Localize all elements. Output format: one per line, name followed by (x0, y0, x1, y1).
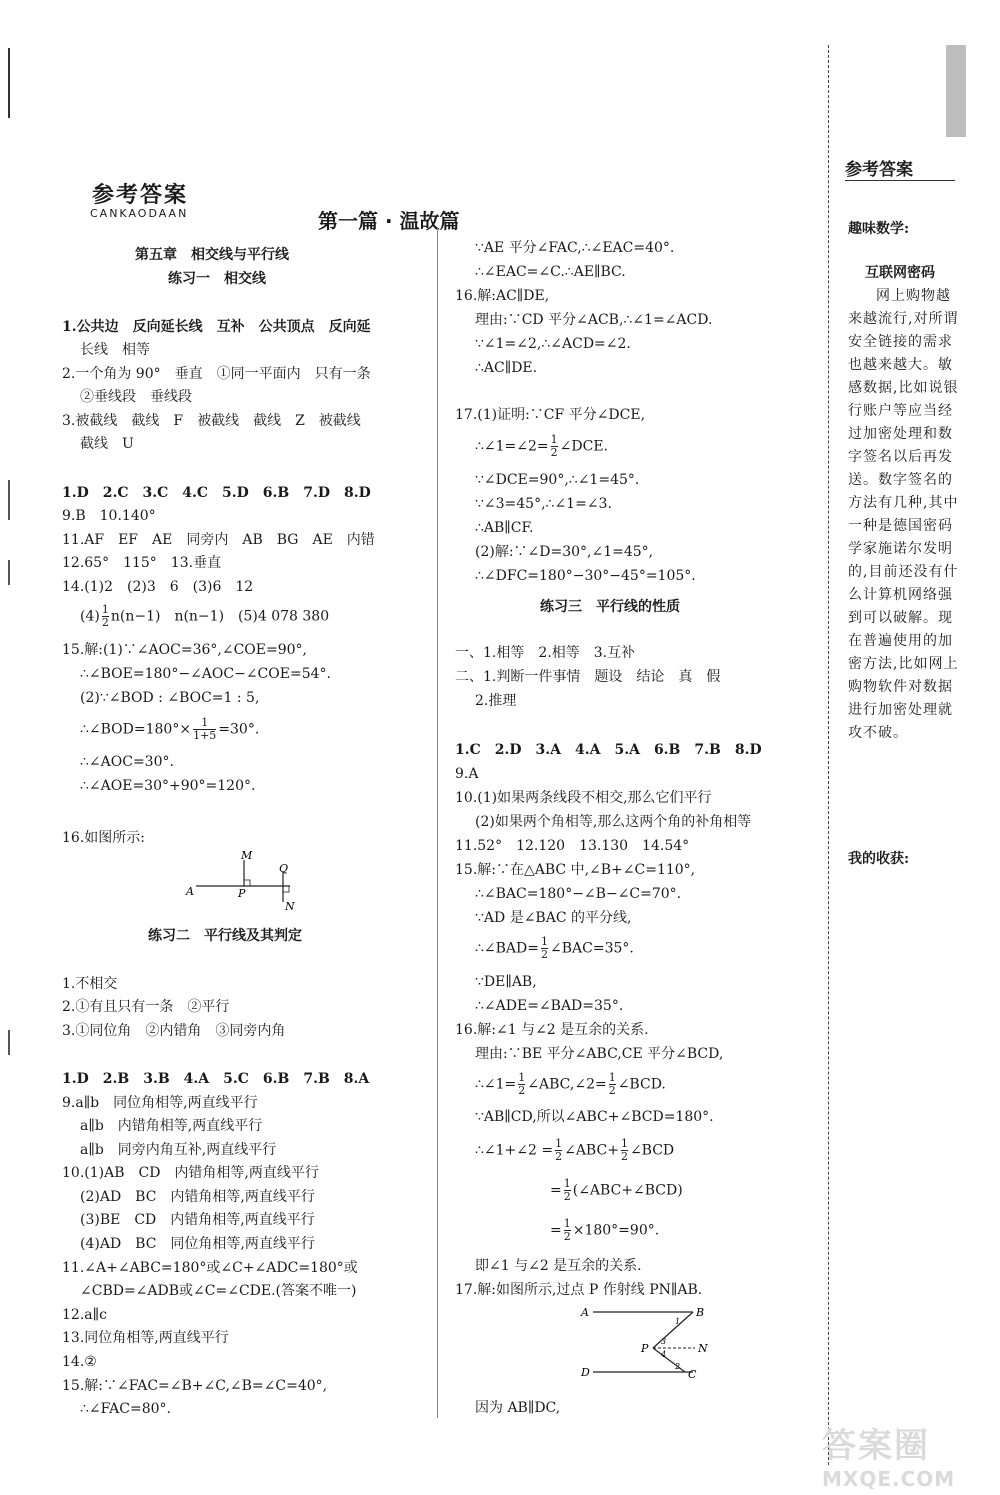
answer-line: 12.a∥c (62, 1307, 107, 1323)
sidebar-title: 参考答案 (845, 160, 913, 180)
answer-line: (3)BE CD 内错角相等,两直线平行 (80, 1212, 315, 1228)
fraction: $\frac{1}{2}$ (550, 433, 558, 459)
fig16-label-P: P (238, 887, 246, 900)
answer-line: 11.AF EF AE 同旁内 AB BG AE 内错 (62, 532, 375, 548)
answer-line: (2)∵∠BOD : ∠BOC=1 : 5, (80, 690, 260, 706)
answer-line: 10.(1)如果两条线段不相交,那么它们平行 (455, 790, 712, 806)
watermark-text: 答案圈 (822, 1426, 930, 1466)
figure-17 (575, 1300, 725, 1385)
fig17-angle-4: 4 (661, 1350, 667, 1359)
answer-line: 17.解:如图所示,过点 P 作射线 PN∥AB. (455, 1282, 703, 1298)
answer-line: 10.(1)AB CD 内错角相等,两直线平行 (62, 1165, 319, 1181)
answer-line: ∴∠ADE=∠BAD=35°. (475, 998, 624, 1014)
sidebar-divider (828, 45, 829, 1465)
fig16-label-A: A (186, 885, 194, 898)
answer-line: 9.B 10.140° (62, 508, 156, 524)
ex2-title: 练习二 平行线及其判定 (148, 928, 302, 944)
fun-math-label: 趣味数学: (848, 221, 910, 237)
answer-line: ∠CBD=∠ADB或∠C=∠CDE.(答案不唯一) (80, 1283, 357, 1299)
answer-line: 2.推理 (475, 693, 517, 709)
answer-line: ∴∠EAC=∠C.∴AE∥BC. (475, 264, 626, 280)
answer-line: (2)如果两个角相等,那么这两个角的补角相等 (475, 814, 752, 830)
answer-line: 15.解:∵∠FAC=∠B+∠C,∠B=∠C=40°, (62, 1378, 328, 1394)
fig17-angle-3: 3 (661, 1337, 667, 1346)
answer-line: 2.①有且只有一条 ②平行 (62, 999, 230, 1015)
binding-mark (8, 560, 10, 585)
article-text: 网上购物越来越流行,对所谓安全链接的需求也越来越大。敏感数据,比如说银行账户等应当经过加密处理和数字签名以后再发送。数字签名的方法有几种,其中一种是德国密码学家施诺尔发明的,目前还没有什么计算机网络强到可以破解。现在普遍使用的加密方法,比如网上购物软件对数据进行加密处理就攻不破。 (848, 288, 959, 741)
answer-line: ②垂线段 垂线段 (80, 389, 192, 405)
fig16-label-Q: Q (279, 862, 289, 875)
answer-line: 16.解:∠1 与∠2 是互余的关系. (455, 1022, 649, 1038)
answer-line: 1.公共边 反向延长线 互补 公共顶点 反向延 (62, 319, 371, 335)
logo-cn: 参考答案 (92, 183, 189, 208)
fig16-label-N: N (285, 900, 295, 913)
answer-line: ∴∠FAC=80°. (80, 1401, 171, 1417)
answer-line: ∵∠DCE=90°,∴∠1=45°. (475, 472, 640, 488)
figure-16 (180, 850, 330, 915)
answer-line: = $\frac{1}{2}$ (∠ABC+∠BCD) (550, 1177, 683, 1203)
answer-line: 因为 AB∥DC, (475, 1400, 561, 1416)
answer-line: 3.被截线 截线 F 被截线 截线 Z 被截线 (62, 413, 361, 429)
answer-line: 13.同位角相等,两直线平行 (62, 1330, 229, 1346)
fig16-label-M: M (241, 850, 253, 862)
fig17-label-D: D (581, 1366, 590, 1379)
answer-line: ∴AC∥DE. (475, 360, 538, 376)
sidebar-title-underline (845, 180, 955, 181)
watermark-url: MXQE.COM (822, 1467, 956, 1491)
answer-line: 1.不相交 (62, 976, 118, 992)
answer-line: 3.①同位角 ②内错角 ③同旁内角 (62, 1023, 286, 1039)
binding-mark (8, 1030, 10, 1055)
answer-line: = $\frac{1}{2}$ ×180°=90°. (550, 1217, 660, 1243)
answer-line: ∵DE∥AB, (475, 974, 537, 990)
fraction: $\frac{1}{2}$ (101, 603, 109, 629)
answer-line: ∴AB∥CF. (475, 520, 534, 536)
article-title: 互联网密码 (865, 265, 935, 281)
answer-line: 15.解:(1)∵∠AOC=36°,∠COE=90°, (62, 642, 307, 658)
answer-line: 9.A (455, 766, 479, 782)
answer-line: 1.D 2.C 3.C 4.C 5.D 6.B 7.D 8.D (62, 485, 371, 501)
answer-line: 12.65° 115° 13.垂直 (62, 555, 222, 571)
fig17-label-C: C (688, 1368, 697, 1381)
answer-line: 截线 U (80, 436, 134, 452)
answer-line: 17.(1)证明:∵CF 平分∠DCE, (455, 407, 646, 423)
ex3-title: 练习三 平行线的性质 (540, 599, 680, 615)
fraction: $\frac{1}{2}$ (518, 1071, 526, 1097)
fraction: $\frac{1}{2}$ (563, 1217, 571, 1243)
answer-line: ∴∠BAC=180°−∠B−∠C=70°. (475, 886, 682, 902)
answer-line: 14.(1)2 (2)3 6 (3)6 12 (62, 579, 254, 595)
column-divider (437, 228, 438, 1418)
binding-mark (8, 48, 10, 118)
answer-line: ∵AD 是∠BAC 的平分线, (475, 910, 632, 926)
answer-line: 一、1.相等 2.相等 3.互补 (455, 645, 636, 661)
answer-line: ∴∠AOE=30°+90°=120°. (80, 778, 256, 794)
answer-line: 即∠1 与∠2 是互余的关系. (475, 1258, 642, 1274)
part-title: 第一篇 · 温故篇 (318, 209, 460, 233)
answer-line: 长线 相等 (80, 342, 150, 358)
answer-line: 2.一个角为 90° 垂直 ①同一平面内 只有一条 (62, 366, 371, 382)
answer-line: ∵∠3=45°,∴∠1=∠3. (475, 496, 612, 512)
ex1-title: 练习一 相交线 (168, 271, 266, 287)
answer-line: ∴∠1+∠2 = $\frac{1}{2}$ ∠ABC+ $\frac{1}{2}$ ∠BCD (475, 1137, 675, 1163)
fraction: $\frac{1}{2}$ (620, 1137, 628, 1163)
my-gain-label: 我的收获: (848, 851, 910, 867)
chapter-title: 第五章 相交线与平行线 (135, 247, 289, 263)
answer-line: 1.C 2.D 3.A 4.A 5.A 6.B 7.B 8.D (455, 742, 762, 758)
answer-line: ∴∠AOC=30°. (80, 754, 174, 770)
answer-line: (2)AD BC 内错角相等,两直线平行 (80, 1189, 315, 1205)
answer-line: 14.② (62, 1354, 97, 1370)
answer-line: ∵AE 平分∠FAC,∴∠EAC=40°. (475, 240, 675, 256)
answer-line: 理由:∵CD 平分∠ACB,∴∠1=∠ACD. (475, 312, 713, 328)
answer-line: ∵AB∥CD,所以∠ABC+∠BCD=180°. (475, 1109, 714, 1125)
answer-line: a∥b 同旁内角互补,两直线平行 (80, 1142, 277, 1158)
answer-line: (4)AD BC 同位角相等,两直线平行 (80, 1236, 315, 1252)
fraction: $\frac{1}{2}$ (541, 935, 548, 961)
fig17-label-B: B (696, 1306, 705, 1319)
answer-line: (2)解:∵∠D=30°,∠1=45°, (475, 544, 654, 560)
binding-mark (8, 480, 10, 520)
fraction: $\frac{1}{2}$ (563, 1177, 571, 1203)
answer-line: a∥b 内错角相等,两直线平行 (80, 1118, 263, 1134)
answer-line: (4) $\frac{1}{2}$ n(n−1) n(n−1) (5)4 078 380 (80, 603, 330, 629)
fig17-label-P: P (641, 1342, 649, 1355)
answer-line: 16.解:AC∥DE, (455, 288, 550, 304)
fig17-label-A: A (581, 1306, 589, 1319)
fraction: $\frac{1}{2}$ (555, 1137, 563, 1163)
answer-line: 15.解:∵在△ABC 中,∠B+∠C=110°, (455, 862, 696, 878)
answer-line: ∴∠1=∠2= $\frac{1}{2}$ ∠DCE. (475, 433, 608, 459)
answer-line: 11.∠A+∠ABC=180°或∠C+∠ADC=180°或 (62, 1260, 358, 1276)
fig17-angle-1: 1 (675, 1317, 681, 1326)
answer-line: ∴∠DFC=180°−30°−45°=105°. (475, 568, 696, 584)
logo-en: CANKAODAAN (90, 207, 189, 220)
answer-line: ∴∠1= $\frac{1}{2}$ ∠ABC,∠2= $\frac{1}{2}$ ∠BCD. (475, 1071, 666, 1097)
answer-line: 理由:∵BE 平分∠ABC,CE 平分∠BCD, (475, 1046, 724, 1062)
fraction: $\frac{1}{2}$ (608, 1071, 616, 1097)
watermark-logo (822, 1418, 994, 1490)
answer-line: 11.52° 12.120 13.130 14.54° (455, 838, 690, 854)
answer-line: 二、1.判断一件事情 题设 结论 真 假 (455, 669, 721, 685)
answer-line: ∴∠BOE=180°−∠AOC−∠COE=54°. (80, 666, 331, 682)
answer-line: 9.a∥b 同位角相等,两直线平行 (62, 1095, 258, 1111)
answer-line: 16.如图所示: (62, 830, 145, 846)
fig17-label-N: N (698, 1342, 708, 1355)
answer-line: 1.D 2.B 3.B 4.A 5.C 6.B 7.B 8.A (62, 1071, 370, 1087)
answer-line: ∴∠BOD=180°× $\frac{1}{1+5}$ =30°. (80, 716, 260, 742)
answer-line: ∵∠1=∠2,∴∠ACD=∠2. (475, 336, 631, 352)
fraction: $\frac{1}{1+5}$ (193, 716, 217, 742)
page-tab (946, 45, 966, 137)
fig17-angle-2: 2 (675, 1362, 681, 1371)
answer-line: ∴∠BAD= $\frac{1}{2}$ ∠BAC=35°. (475, 935, 634, 961)
